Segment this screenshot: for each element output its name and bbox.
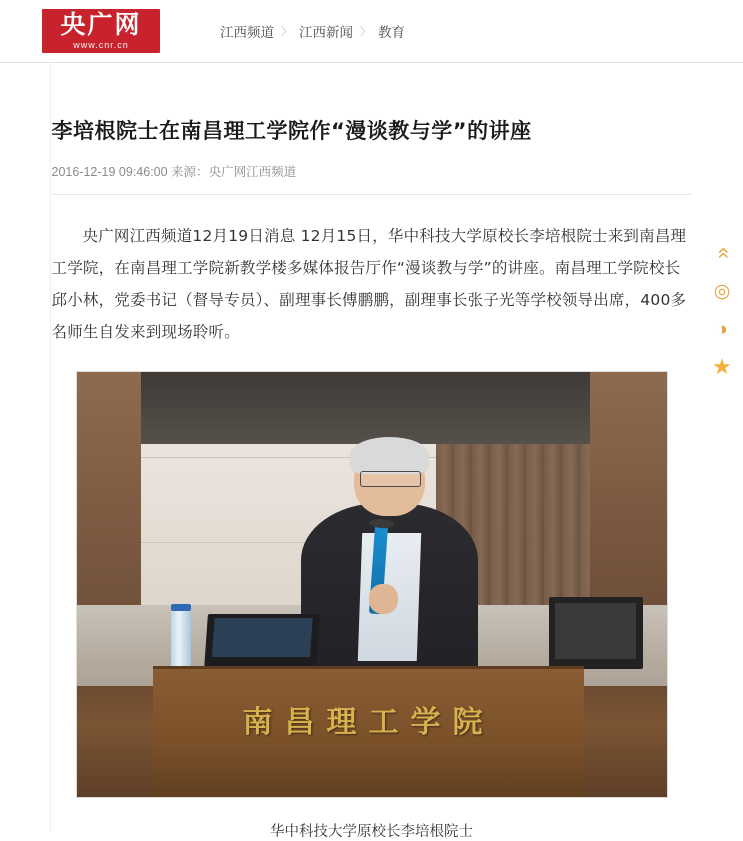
article-figure (52, 371, 692, 841)
article-container (52, 63, 692, 841)
site-logo-main-text: 央广网 (60, 10, 142, 39)
breadcrumb (220, 21, 405, 41)
photo-bottle-cap (171, 604, 191, 611)
photo-monitor-screen (555, 603, 636, 659)
article-photo (76, 371, 668, 798)
photo-monitor (549, 597, 643, 669)
photo-dark-band (141, 372, 589, 444)
weibo-icon[interactable]: ◎ (713, 280, 731, 302)
article-source-label: 来源： (167, 165, 209, 180)
breadcrumb-item-2[interactable]: 教育 (378, 25, 405, 40)
breadcrumb-item-0[interactable]: 江西频道 (220, 25, 274, 40)
photo-podium (153, 666, 584, 797)
photo-speaker-glasses (360, 471, 421, 487)
page-title: 李培根院士在南昌理工学院作“漫谈教与学”的讲座 (51, 119, 532, 144)
breadcrumb-separator-icon: 〉 (281, 26, 292, 38)
article-meta (52, 162, 692, 195)
article-image-caption: 华中科技大学原校长李培根院士 (270, 823, 473, 840)
photo-laptop-screen (212, 618, 313, 657)
article-paragraph: 央广网江西频道12月19日消息 12月15日，华中科技大学原校长李培根院士来到南昌理工学院，在南昌理工学院新教学楼多媒体报告厅作“漫谈教与学”的讲座。南昌理工学院校长邱小林，党委书记（督导专员）、副理事长傅鹏鹏，副理事长张子光等学校领导出席，400多名师生自发来到现场聆听。 (51, 227, 687, 341)
photo-podium-text: 南昌理工学院 (242, 705, 495, 741)
photo-speaker-hand (369, 584, 399, 614)
site-logo[interactable] (42, 9, 160, 53)
photo-left-wood-panel (77, 372, 142, 636)
site-logo-sub-text: www.cnr.cn (73, 40, 129, 50)
article-body (52, 221, 692, 840)
article-date: 2016-12-19 09:46:00 (51, 165, 168, 180)
scroll-top-icon[interactable]: » (710, 247, 734, 259)
share-rail (707, 240, 737, 380)
wechat-icon[interactable]: ◑ (716, 318, 728, 340)
photo-laptop (204, 614, 320, 669)
article-source-link[interactable]: 央广网江西频道 (208, 165, 297, 180)
favorite-star-icon[interactable]: ★ (712, 354, 732, 379)
breadcrumb-separator-icon: 〉 (360, 26, 371, 38)
photo-right-wood-panel (590, 372, 667, 636)
breadcrumb-item-1[interactable]: 江西新闻 (299, 25, 353, 40)
photo-speaker-hair (350, 437, 429, 473)
photo-water-bottle (171, 610, 191, 670)
site-header (0, 0, 743, 63)
